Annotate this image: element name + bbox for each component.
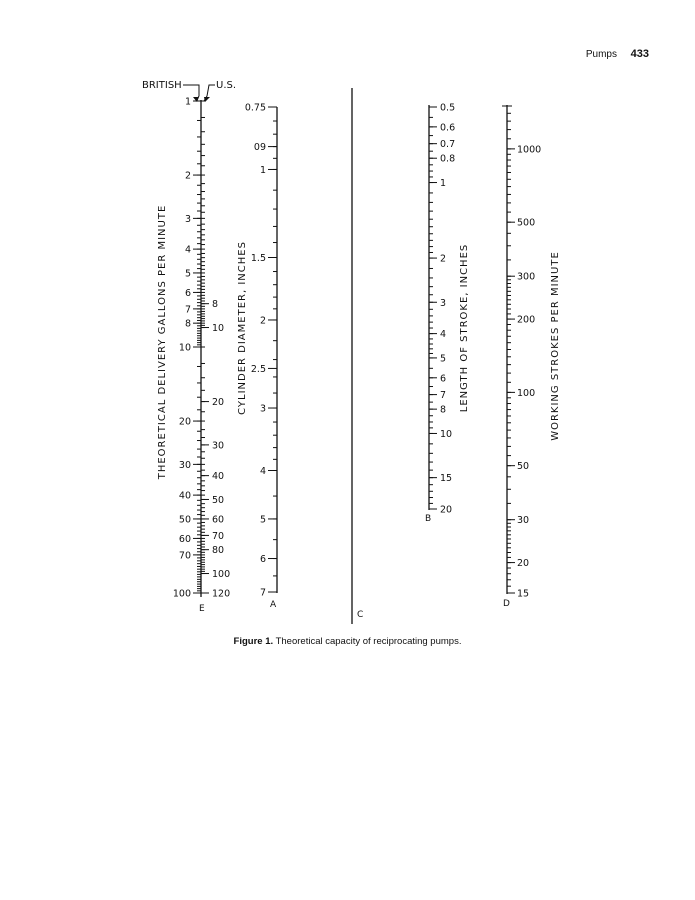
- scale-e-us-label: 120: [212, 588, 231, 600]
- scale-a-label: 5: [259, 514, 266, 526]
- scale-d-label: 500: [517, 217, 536, 229]
- scale-b-label: 2: [440, 253, 447, 265]
- scale-a-title: CYLINDER DIAMETER, INCHES: [237, 241, 248, 415]
- scale-a-letter: A: [270, 600, 277, 610]
- scale-a-label: 6: [259, 554, 266, 566]
- running-header-section: Pumps: [585, 49, 617, 60]
- scale-a-label: 1: [259, 164, 266, 176]
- scale-e-us-label: 30: [212, 440, 225, 452]
- scale-b-label: 10: [440, 428, 453, 440]
- scale-e-british-label: 1: [184, 96, 191, 108]
- scale-b-letter: B: [425, 514, 432, 524]
- scale-e-british-label: 5: [184, 268, 191, 280]
- scale-d-label: 300: [517, 271, 536, 283]
- scale-b-label: 6: [440, 373, 447, 385]
- scale-e-british-label: 3: [184, 213, 191, 225]
- figure-label: Figure 1.: [233, 636, 274, 647]
- scale-e-british-label: 2: [184, 170, 191, 182]
- scale-e-us-label: 20: [212, 397, 225, 409]
- scale-e-us-label: 40: [212, 471, 225, 483]
- scale-e-us-label: 80: [212, 545, 225, 557]
- scale-e-us-label: 8: [212, 299, 219, 311]
- figure-caption-text: Theoretical capacity of reciprocating pumps.: [275, 636, 462, 647]
- page-number: 433: [630, 48, 649, 60]
- scale-b-label: 3: [440, 297, 447, 309]
- scale-e-british-label: 50: [178, 514, 191, 526]
- scale-a-label: 0.75: [244, 102, 266, 114]
- scale-d-label: 15: [517, 588, 530, 600]
- scale-e-british-label: 4: [184, 244, 191, 256]
- scale-e-title: THEORETICAL DELIVERY GALLONS PER MINUTE: [157, 204, 168, 480]
- scale-b-label: 4: [440, 329, 447, 341]
- scale-c-letter: C: [357, 610, 364, 620]
- scale-b-label: 8: [440, 404, 447, 416]
- scale-e-us-label: 70: [212, 530, 225, 542]
- scale-a-label: 09: [253, 142, 266, 154]
- scale-e-british-label: 20: [178, 416, 191, 428]
- scale-d-label: 30: [517, 515, 530, 527]
- scale-b-label: 1: [440, 178, 447, 190]
- scale-e-us-label: 60: [212, 514, 225, 526]
- scale-e-british-label: 60: [178, 533, 191, 545]
- scale-a-label: 7: [259, 587, 266, 599]
- scale-b-label: 7: [440, 390, 447, 402]
- scale-a-label: 2: [259, 315, 266, 327]
- scale-e-british-label: 100: [172, 588, 191, 600]
- scale-d-label: 1000: [517, 144, 542, 156]
- scale-d-letter: D: [503, 599, 510, 609]
- scale-a-label: 4: [259, 465, 266, 477]
- scale-a-label: 2.5: [250, 363, 266, 375]
- scale-e-british-label: 7: [184, 304, 191, 316]
- scale-b-label: 20: [440, 504, 453, 516]
- scale-b-label: 5: [440, 353, 447, 365]
- scale-e-british-label: 70: [178, 550, 191, 562]
- scale-d-label: 100: [517, 387, 536, 399]
- scale-e-british-label: 8: [184, 318, 191, 330]
- scale-e-british-label: 10: [178, 342, 191, 354]
- scale-e-british-label: 6: [184, 287, 191, 299]
- british-label: BRITISH: [142, 80, 182, 91]
- scale-e-british-label: 40: [178, 490, 191, 502]
- scale-e-us-label: 50: [212, 494, 225, 506]
- scale-b-title: LENGTH OF STROKE, INCHES: [459, 243, 470, 413]
- scale-d-label: 50: [517, 461, 530, 473]
- scale-d-label: 20: [517, 558, 530, 570]
- scale-a-label: 1.5: [250, 253, 266, 265]
- scale-e-letter: E: [199, 604, 205, 614]
- figure-caption: [0, 636, 695, 647]
- us-label: U.S.: [216, 80, 237, 91]
- scale-b-label: 0.5: [440, 102, 456, 114]
- scale-e-british-label: 30: [178, 459, 191, 471]
- scale-e-us-label: 10: [212, 323, 225, 335]
- scale-b-label: 15: [440, 473, 453, 485]
- scale-d-title: WORKING STROKES PER MINUTE: [550, 251, 561, 441]
- scale-a-label: 3: [259, 403, 266, 415]
- scale-e-us-label: 100: [212, 569, 231, 581]
- scale-b-label: 0.7: [440, 139, 456, 151]
- scale-b-label: 0.8: [440, 153, 456, 165]
- scale-d-label: 200: [517, 314, 536, 326]
- scale-b-label: 0.6: [440, 122, 456, 134]
